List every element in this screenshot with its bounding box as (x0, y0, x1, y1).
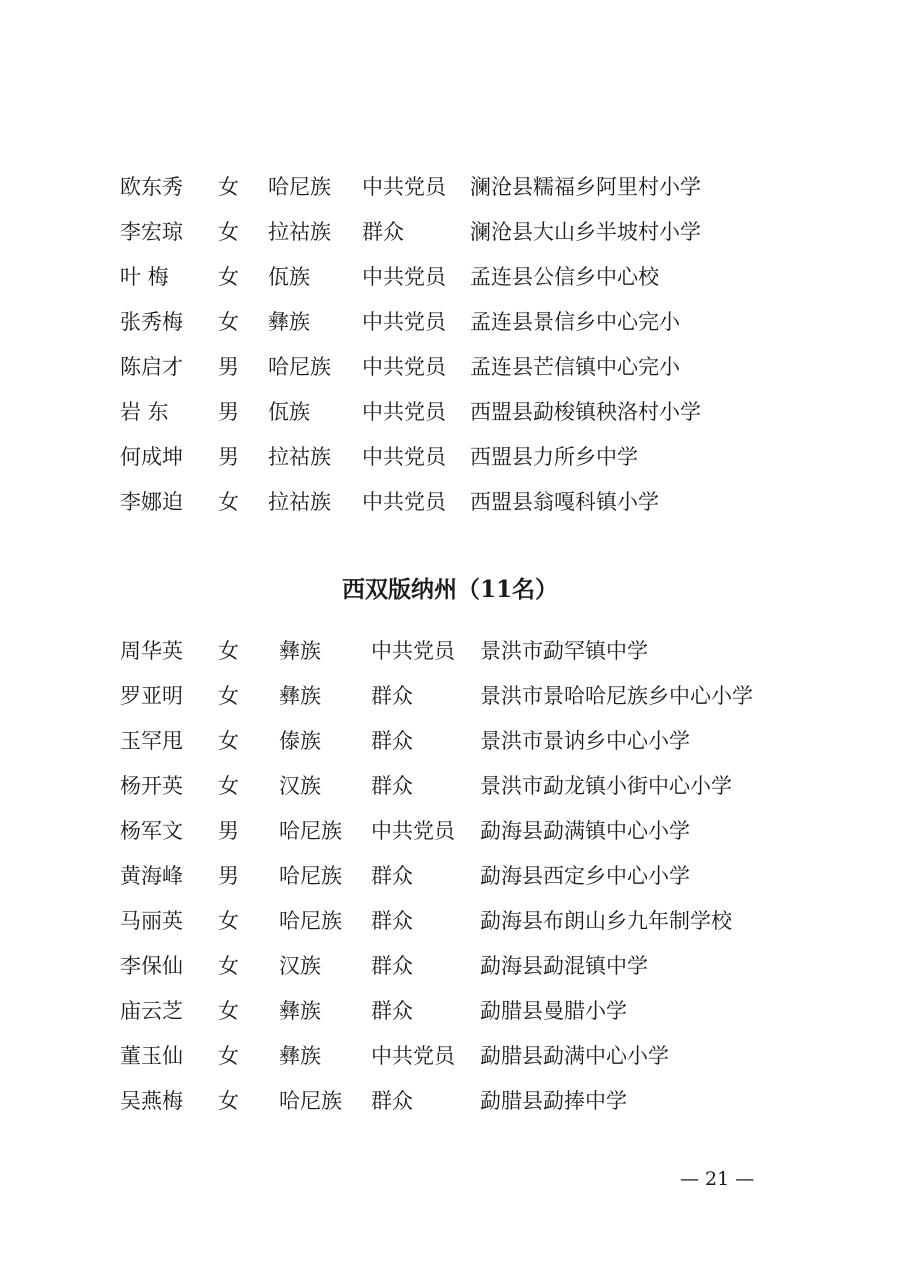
person-school: 景洪市勐龙镇小街中心小学 (480, 774, 732, 798)
person-gender: 男 (218, 445, 239, 469)
person-gender: 女 (218, 954, 239, 978)
person-school: 勐海县勐混镇中学 (480, 954, 648, 978)
person-school: 澜沧县大山乡半坡村小学 (470, 220, 701, 244)
table-row (0, 771, 900, 801)
person-name: 张秀梅 (120, 310, 183, 334)
person-ethnicity: 彝族 (279, 1044, 321, 1068)
person-school: 勐海县西定乡中心小学 (480, 864, 690, 888)
person-politics: 中共党员 (362, 445, 446, 469)
person-ethnicity: 拉祜族 (268, 490, 331, 514)
person-gender: 女 (218, 310, 239, 334)
person-school: 孟连县公信乡中心校 (470, 265, 659, 289)
table-row (0, 996, 900, 1026)
person-gender: 女 (218, 774, 239, 798)
table-row (0, 906, 900, 936)
table-row (0, 262, 900, 292)
person-ethnicity: 佤族 (268, 265, 310, 289)
person-name: 庙云芝 (120, 999, 183, 1023)
table-row (0, 172, 900, 202)
person-ethnicity: 哈尼族 (279, 864, 342, 888)
table-row (0, 397, 900, 427)
person-name: 董玉仙 (120, 1044, 183, 1068)
person-school: 勐腊县曼腊小学 (480, 999, 627, 1023)
person-ethnicity: 汉族 (279, 774, 321, 798)
person-politics: 群众 (371, 729, 413, 753)
person-school: 澜沧县糯福乡阿里村小学 (470, 175, 701, 199)
table-row (0, 487, 900, 517)
person-gender: 男 (218, 819, 239, 843)
person-school: 西盟县力所乡中学 (470, 445, 638, 469)
person-ethnicity: 彝族 (279, 639, 321, 663)
person-gender: 女 (218, 639, 239, 663)
person-politics: 中共党员 (362, 400, 446, 424)
person-name: 何成坤 (120, 445, 183, 469)
person-ethnicity: 拉祜族 (268, 220, 331, 244)
table-row (0, 726, 900, 756)
person-gender: 女 (218, 999, 239, 1023)
table-row (0, 307, 900, 337)
person-ethnicity: 哈尼族 (268, 355, 331, 379)
person-gender: 女 (218, 220, 239, 244)
person-gender: 男 (218, 400, 239, 424)
person-name: 杨开英 (120, 774, 183, 798)
person-name: 李娜迫 (120, 490, 183, 514)
table-row (0, 352, 900, 382)
person-ethnicity: 彝族 (279, 684, 321, 708)
table-row (0, 1086, 900, 1116)
table-row (0, 1041, 900, 1071)
person-school: 勐海县布朗山乡九年制学校 (480, 909, 732, 933)
person-school: 西盟县翁嘎科镇小学 (470, 490, 659, 514)
person-name: 陈启才 (120, 355, 183, 379)
person-ethnicity: 彝族 (279, 999, 321, 1023)
person-gender: 男 (218, 355, 239, 379)
person-name: 欧东秀 (120, 175, 183, 199)
person-ethnicity: 彝族 (268, 310, 310, 334)
person-ethnicity: 拉祜族 (268, 445, 331, 469)
person-gender: 女 (218, 909, 239, 933)
person-school: 勐海县勐满镇中心小学 (480, 819, 690, 843)
person-gender: 女 (218, 490, 239, 514)
person-name: 马丽英 (120, 909, 183, 933)
person-gender: 女 (218, 1089, 239, 1113)
table-row (0, 217, 900, 247)
person-ethnicity: 佤族 (268, 400, 310, 424)
person-school: 孟连县景信乡中心完小 (470, 310, 680, 334)
person-politics: 群众 (371, 954, 413, 978)
table-row (0, 861, 900, 891)
person-school: 景洪市景讷乡中心小学 (480, 729, 690, 753)
person-name: 吴燕梅 (120, 1089, 183, 1113)
person-ethnicity: 傣族 (279, 729, 321, 753)
person-gender: 女 (218, 729, 239, 753)
person-politics: 群众 (371, 999, 413, 1023)
person-school: 勐腊县勐满中心小学 (480, 1044, 669, 1068)
person-name: 杨军文 (120, 819, 183, 843)
person-school: 景洪市勐罕镇中学 (480, 639, 648, 663)
person-gender: 女 (218, 684, 239, 708)
person-name: 叶 梅 (120, 265, 169, 289)
person-politics: 中共党员 (362, 265, 446, 289)
table-row (0, 816, 900, 846)
person-ethnicity: 哈尼族 (279, 1089, 342, 1113)
person-politics: 中共党员 (362, 175, 446, 199)
person-politics: 中共党员 (362, 355, 446, 379)
person-politics: 群众 (371, 909, 413, 933)
person-politics: 群众 (371, 864, 413, 888)
person-name: 李保仙 (120, 954, 183, 978)
person-ethnicity: 哈尼族 (279, 909, 342, 933)
person-name: 黄海峰 (120, 864, 183, 888)
person-ethnicity: 哈尼族 (279, 819, 342, 843)
person-name: 玉罕甩 (120, 729, 183, 753)
person-politics: 中共党员 (371, 1044, 455, 1068)
person-ethnicity: 哈尼族 (268, 175, 331, 199)
person-gender: 女 (218, 265, 239, 289)
person-politics: 中共党员 (371, 639, 455, 663)
person-school: 孟连县芒信镇中心完小 (470, 355, 680, 379)
person-school: 景洪市景哈哈尼族乡中心小学 (480, 684, 753, 708)
table-row (0, 636, 900, 666)
person-name: 周华英 (120, 639, 183, 663)
person-politics: 群众 (362, 220, 404, 244)
person-politics: 群众 (371, 1089, 413, 1113)
person-ethnicity: 汉族 (279, 954, 321, 978)
person-gender: 女 (218, 1044, 239, 1068)
section-title: 西双版纳州（11名） (341, 576, 558, 603)
person-politics: 中共党员 (362, 490, 446, 514)
person-gender: 女 (218, 175, 239, 199)
person-politics: 群众 (371, 774, 413, 798)
person-school: 西盟县勐梭镇秧洛村小学 (470, 400, 701, 424)
person-name: 李宏琼 (120, 220, 183, 244)
person-name: 罗亚明 (120, 684, 183, 708)
person-politics: 群众 (371, 684, 413, 708)
table-row (0, 442, 900, 472)
person-politics: 中共党员 (371, 819, 455, 843)
table-row (0, 951, 900, 981)
person-school: 勐腊县勐捧中学 (480, 1089, 627, 1113)
person-politics: 中共党员 (362, 310, 446, 334)
page-number: — 21 — (680, 1168, 755, 1190)
table-row (0, 681, 900, 711)
person-name: 岩 东 (120, 400, 169, 424)
person-gender: 男 (218, 864, 239, 888)
